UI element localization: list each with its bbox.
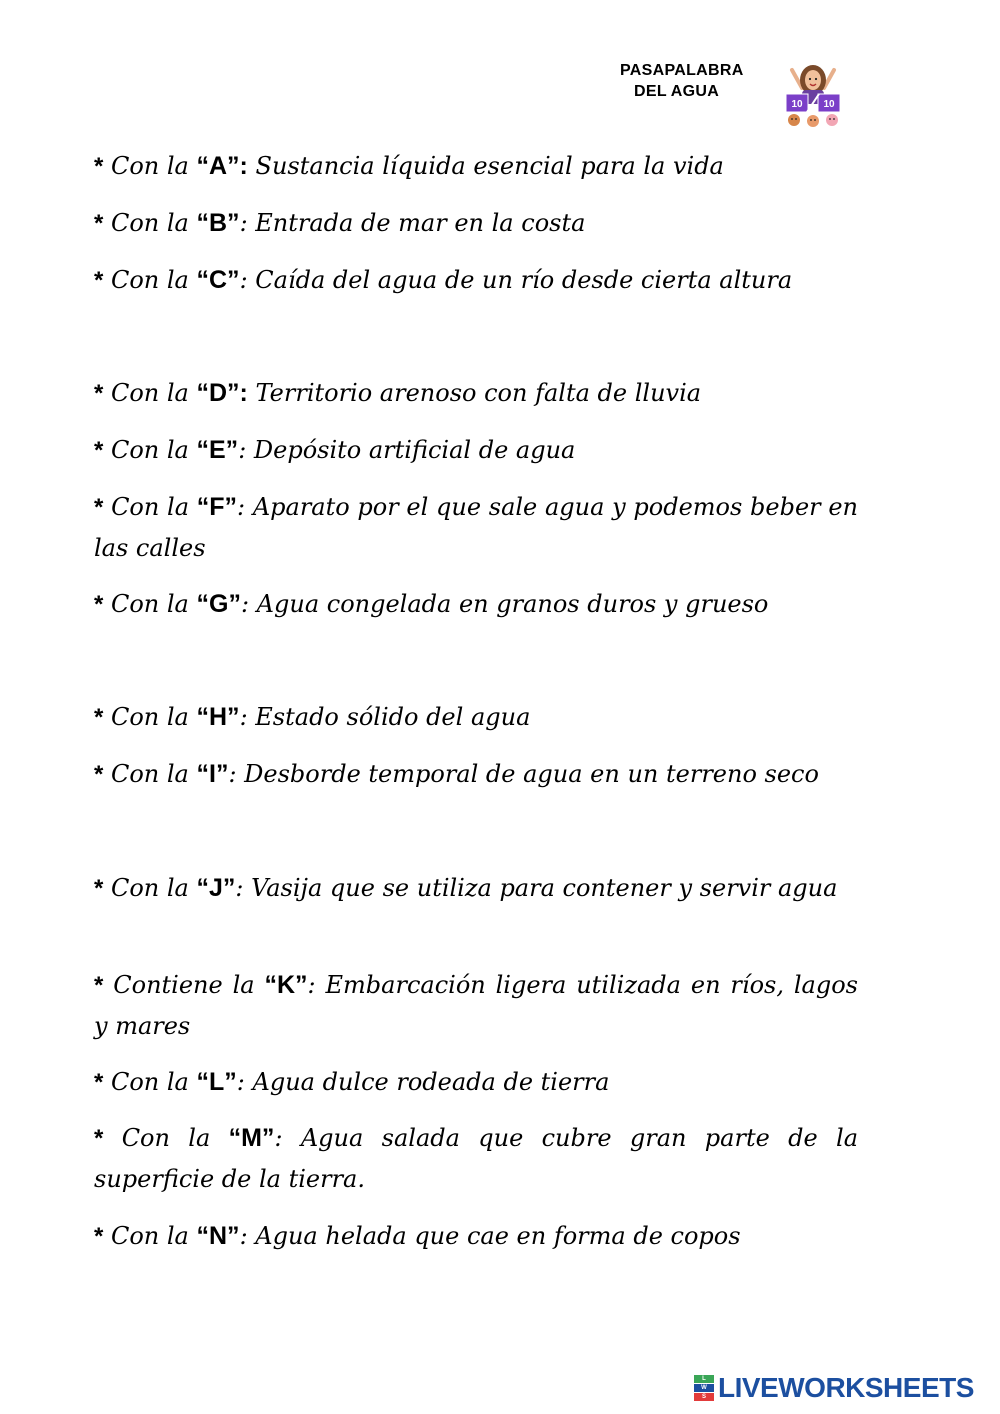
clue-prefix: Con la: [121, 1124, 229, 1152]
clue-b: [94, 203, 858, 244]
clue-text: : Desborde temporal de agua en un terreno seco: [228, 760, 819, 788]
bullet-star: *: [94, 591, 104, 618]
bullet-star: *: [94, 704, 104, 731]
clue-letter: “F”: [196, 493, 238, 521]
worksheet-title: [620, 60, 744, 102]
clue-letter: “G”: [196, 590, 241, 618]
liveworksheets-footer[interactable]: [694, 1372, 974, 1404]
clue-c: [94, 260, 858, 301]
bullet-star: *: [94, 267, 104, 294]
clue-i: [94, 754, 858, 795]
bullet-star: *: [94, 1069, 104, 1096]
bullet-star: *: [94, 1125, 104, 1152]
clue-text: : Agua dulce rodeada de tierra: [236, 1068, 610, 1096]
clue-letter: “A”:: [196, 152, 248, 180]
bullet-star: *: [94, 437, 104, 464]
bitmoji-avatar-icon: [780, 60, 846, 128]
clue-prefix: Con la: [110, 1068, 197, 1096]
badge-right-label: 10: [823, 99, 835, 110]
clue-n: [94, 1216, 858, 1257]
clue-prefix: Con la: [110, 760, 197, 788]
clue-text: : Depósito artificial de agua: [238, 436, 576, 464]
liveworksheets-logo-icon: L W S: [694, 1375, 714, 1401]
clue-prefix: Con la: [110, 590, 197, 618]
badge-left-label: 10: [791, 99, 803, 110]
clue-prefix: Con la: [110, 436, 197, 464]
bullet-star: *: [94, 761, 104, 788]
clue-letter: “L”: [196, 1068, 237, 1096]
bullet-star: *: [94, 153, 104, 180]
clue-k: [94, 965, 858, 1046]
bullet-star: *: [94, 972, 104, 999]
clue-letter: “N”: [196, 1222, 240, 1250]
clue-text: : Aparato por el que sale agua y podemos beber en las calles: [94, 493, 858, 562]
clue-text: Territorio arenoso con falta de lluvia: [247, 379, 702, 407]
clue-text: : Agua salada que cubre gran parte de la superficie de la tierra.: [94, 1124, 859, 1193]
title-line-1: PASAPALABRA: [620, 62, 744, 79]
bullet-star: *: [94, 380, 104, 407]
clue-letter: “M”: [228, 1124, 275, 1152]
clue-text: : Vasija que se utiliza para contener y servir agua: [235, 874, 838, 902]
clue-text: : Agua helada que cae en forma de copos: [239, 1222, 741, 1250]
clue-d: [94, 373, 858, 414]
clue-e: [94, 430, 858, 471]
bullet-star: *: [94, 210, 104, 237]
clue-letter: “H”: [196, 703, 240, 731]
clue-text: Sustancia líquida esencial para la vida: [247, 152, 724, 180]
clue-letter: “D”:: [196, 379, 248, 407]
clue-j: [94, 868, 858, 909]
clue-text: : Agua congelada en granos duros y grueso: [240, 590, 769, 618]
clue-prefix: Con la: [110, 1222, 197, 1250]
bullet-star: *: [94, 1223, 104, 1250]
clue-prefix: Con la: [110, 266, 197, 294]
clue-a: [94, 146, 858, 187]
clue-letter: “J”: [196, 874, 236, 902]
clue-text: : Entrada de mar en la costa: [239, 209, 586, 237]
clue-letter: “K”: [264, 971, 308, 999]
title-line-2: DEL AGUA: [634, 83, 720, 100]
clue-text: : Embarcación ligera utilizada en ríos, lagos y mares: [94, 971, 858, 1040]
clue-prefix: Con la: [110, 379, 197, 407]
clue-m: [94, 1118, 858, 1199]
clue-prefix: Con la: [111, 493, 197, 521]
bullet-star: *: [94, 875, 104, 902]
clue-text: : Caída del agua de un río desde cierta altura: [239, 266, 793, 294]
bullet-star: *: [94, 494, 104, 521]
clue-prefix: Con la: [110, 152, 197, 180]
clue-l: [94, 1062, 858, 1103]
clue-text: : Estado sólido del agua: [239, 703, 531, 731]
clue-prefix: Con la: [110, 703, 197, 731]
liveworksheets-brand: LIVEWORKSHEETS: [718, 1372, 974, 1403]
clue-prefix: Con la: [110, 209, 197, 237]
clue-letter: “I”: [196, 760, 229, 788]
clue-prefix: Contiene la: [113, 971, 265, 999]
clue-f: [94, 487, 858, 568]
clue-g: [94, 584, 858, 625]
clue-letter: “E”: [196, 436, 239, 464]
clue-letter: “B”: [196, 209, 240, 237]
clue-h: [94, 697, 858, 738]
clue-letter: “C”: [196, 266, 240, 294]
clue-prefix: Con la: [110, 874, 197, 902]
